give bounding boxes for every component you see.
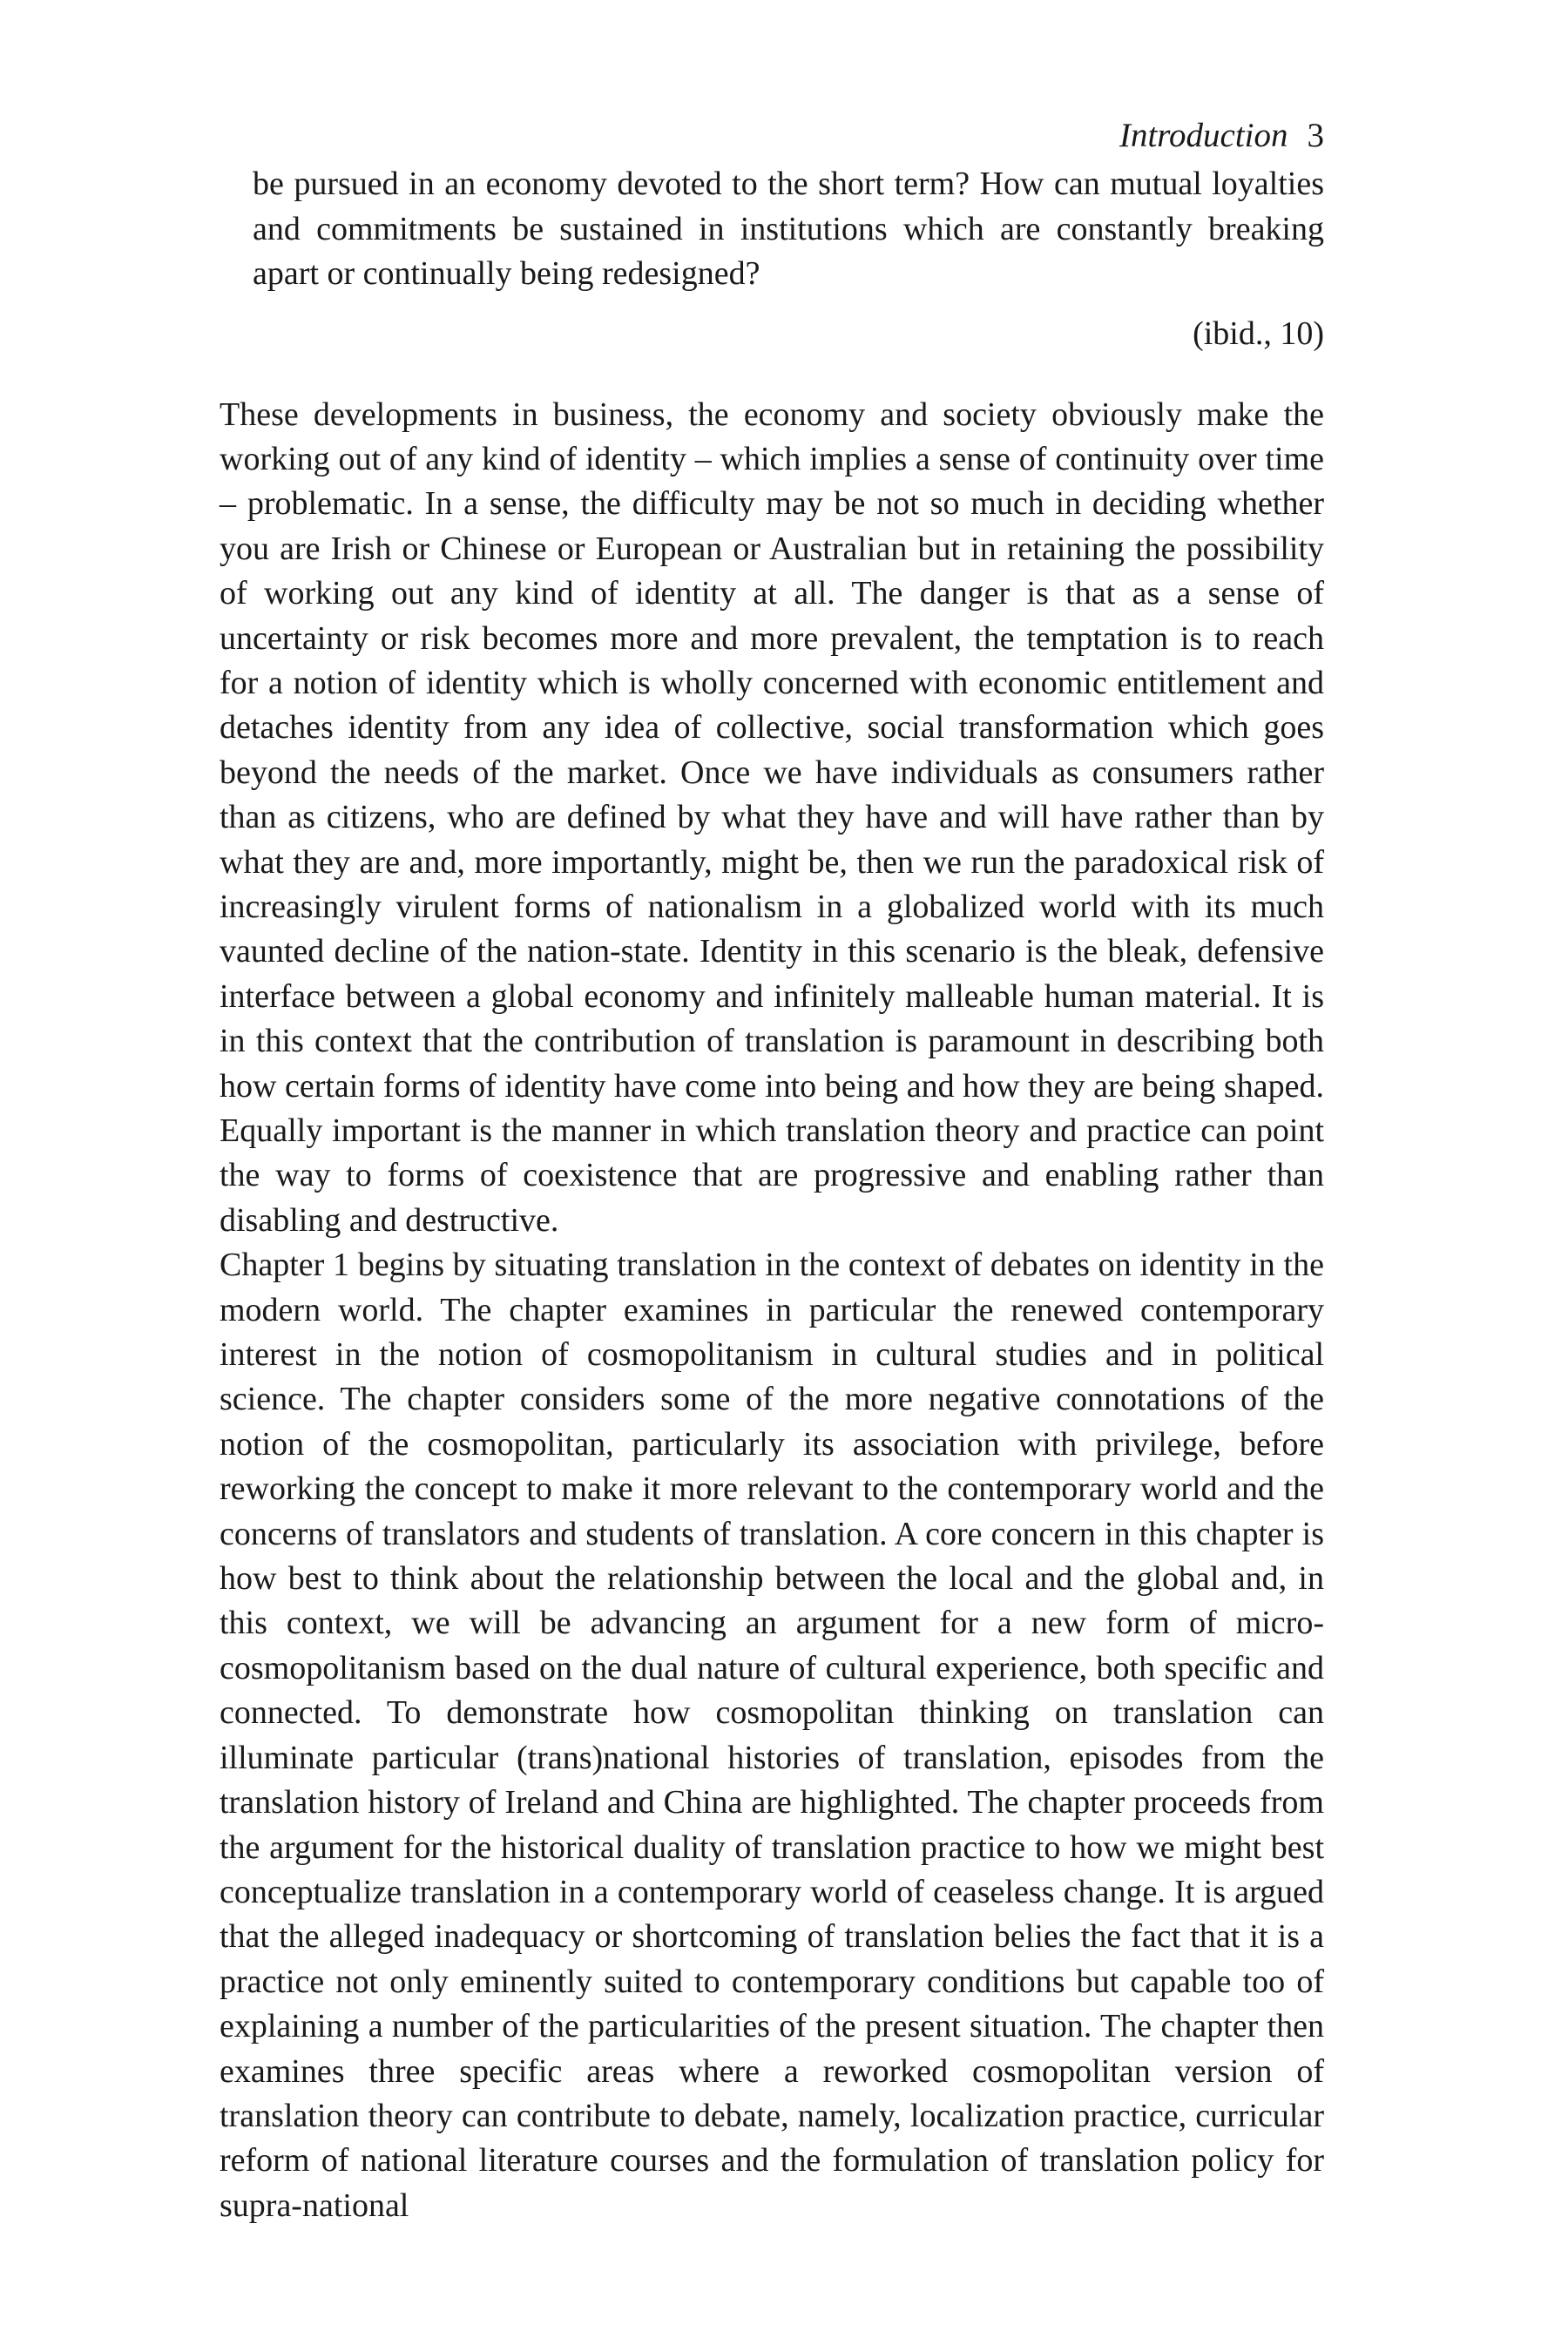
running-head [220,113,1324,159]
book-page [220,113,1324,2228]
body-paragraph-2: Chapter 1 begins by situating translation in the context of debates on identity in the modern world. The chapter examines in particular the renewed contemporary interest in the notion of cosmopolitanism in cultural studies and in political science. The chapter considers some of the more negative connotations of the notion of the cosmopolitan, particularly its association with privilege, before reworking the concept to make it more relevant to the contemporary world and the concerns of translators and students of translation. A core concern in this chapter is how best to think about the relationship between the local and the global and, in this context, we will be advancing an argument for a new form of micro-cosmopolitanism based on the dual nature of cultural experience, both specific and connected. To demonstrate how cosmopolitan thinking on translation can illuminate particular (trans)national histories of translation, episodes from the translation history of Ireland and China are highlighted. The chapter proceeds from the argument for the historical duality of translation practice to how we might best conceptualize translation in a contemporary world of ceaseless change. It is argued that the alleged inadequacy or shortcoming of translation belies the fact that it is a practice not only eminently suited to contemporary conditions but capable too of explaining a number of the particularities of the present situation. The chapter then examines three specific areas where a reworked cosmopolitan version of translation theory can contribute to debate, namely, localization practice, curricular reform of national literature courses and the formulation of translation policy for supra-national [220,1247,1324,2224]
block-quote-text: be pursued in an economy devoted to the short term? How can mutual loyalties and commitments be sustained in institutions which are constantly breaking apart or continually being redesigned? [253,166,1324,292]
body-paragraph-1: These developments in business, the economy and society obviously make the working out of any kind of identity – which implies a sense of continuity over time – problematic. In a sense, the difficulty may be not so much in deciding whether you are Irish or Chinese or European or Australian but in retaining the possibility of working out any kind of identity at all. The danger is that as a sense of uncertainty or risk becomes more and more prevalent, the temptation is to reach for a notion of identity which is wholly concerned with economic entitlement and detaches identity from any idea of collective, social transformation which goes beyond the needs of the market. Once we have individuals as consumers rather than as citizens, who are defined by what they have and will have rather than by what they are and, more importantly, might be, then we run the paradoxical risk of increasingly virulent forms of nationalism in a globalized world with its much vaunted decline of the nation-state. Identity in this scenario is the bleak, defensive interface between a global economy and infinitely malleable human material. It is in this context that the contribution of translation is paramount in describing both how certain forms of identity have come into being and how they are being shaped. Equally important is the manner in which translation theory and practice can point the way to forms of coexistence that are progressive and enabling rather than disabling and destructive. [220,395,1324,1239]
citation: (ibid., 10) [1193,314,1324,352]
page-number: 3 [1307,117,1324,154]
block-quote [253,162,1324,297]
running-head-title: Introduction [1119,117,1288,154]
